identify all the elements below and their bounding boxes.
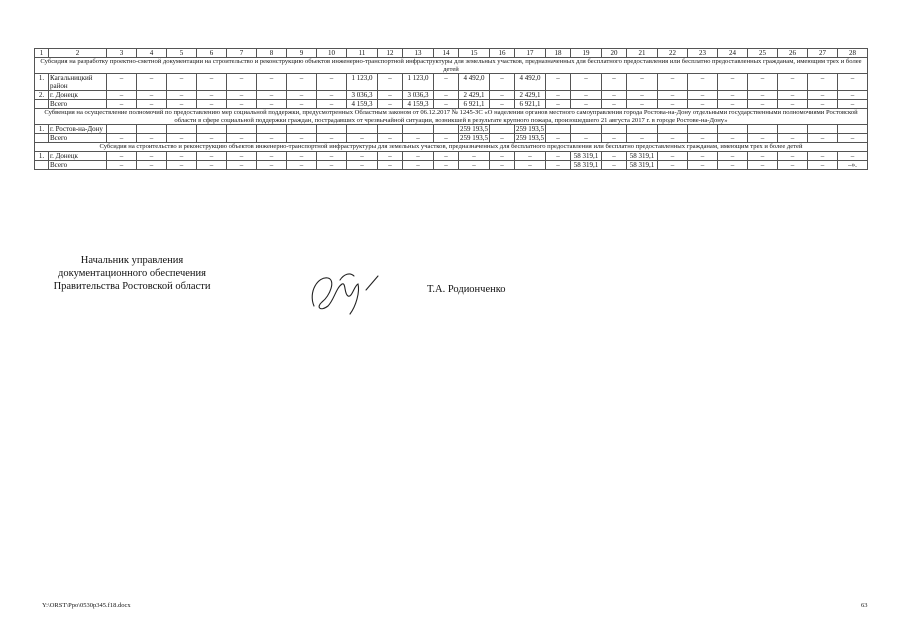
row-number (35, 134, 49, 143)
table-cell: – (167, 100, 197, 109)
table-cell: – (257, 91, 287, 100)
table-cell: – (658, 91, 688, 100)
table-cell: – (227, 100, 257, 109)
column-number: 28 (838, 49, 868, 58)
table-cell: 4 159,3 (403, 100, 434, 109)
column-number: 1 (35, 49, 49, 58)
column-number: 18 (546, 49, 571, 58)
table-cell (546, 125, 571, 134)
table-cell: – (434, 74, 459, 91)
section-title: Субвенция на осуществление полномочий по предоставлению мер социальной поддержки, предусмотренных Областным законом от 06.12.2017 № 1245-ЗС «О наделении органов местного самоуправления города Ростова-на-Дону отдельными государственными полномочиями Ростовской области в сфере социальной поддержки граждан, пострадавших от чрезвычайной ситуации, возникшей в результате крупного пожара, произошедшего 21 августа 2017 г. в городе Ростове-на-Дону» (35, 109, 868, 125)
table-cell: – (658, 151, 688, 160)
table-cell: – (257, 100, 287, 109)
table-cell: – (688, 74, 718, 91)
table-cell: – (347, 160, 378, 169)
column-number: 14 (434, 49, 459, 58)
section-title: Субсидия на строительство и реконструкцию объектов инженерно-транспортной инфраструктуры для земельных участков, предназначенных для бесплатного предоставления или бесплатно предоставленных гражданам, имеющим трех и более детей (35, 143, 868, 152)
column-number: 19 (571, 49, 602, 58)
column-number: 8 (257, 49, 287, 58)
table-cell: – (317, 160, 347, 169)
table-cell: 58 319,1 (627, 151, 658, 160)
table-cell: – (434, 134, 459, 143)
table-cell: – (490, 151, 515, 160)
table-cell (257, 125, 287, 134)
table-cell: – (546, 151, 571, 160)
table-cell: – (627, 134, 658, 143)
table-cell (167, 125, 197, 134)
table-cell: – (107, 91, 137, 100)
table-row (35, 134, 868, 143)
table-cell: – (434, 100, 459, 109)
table-cell: – (658, 160, 688, 169)
table-cell: – (602, 100, 627, 109)
table-cell: 3 036,3 (347, 91, 378, 100)
table-cell: – (197, 134, 227, 143)
table-cell: – (546, 100, 571, 109)
table-header-row (35, 49, 868, 58)
table-cell: – (137, 74, 167, 91)
table-cell: – (490, 91, 515, 100)
section-title-row (35, 58, 868, 74)
table-cell: – (808, 134, 838, 143)
table-cell: – (107, 160, 137, 169)
table-cell: – (317, 74, 347, 91)
row-number (35, 160, 49, 169)
table-cell: – (197, 91, 227, 100)
table-cell: – (107, 100, 137, 109)
table-cell: – (137, 134, 167, 143)
table-cell (748, 125, 778, 134)
table-cell: – (571, 74, 602, 91)
table-cell: – (137, 100, 167, 109)
position-line-3: Правительства Ростовской области (53, 281, 211, 292)
table-cell: – (347, 134, 378, 143)
row-number (35, 100, 49, 109)
table-cell (571, 125, 602, 134)
table-cell: – (602, 134, 627, 143)
table-cell: 259 193,5 (516, 125, 544, 134)
table-cell: – (571, 134, 602, 143)
table-cell: – (167, 151, 197, 160)
column-number: 9 (287, 49, 317, 58)
table-cell: – (748, 100, 778, 109)
table-cell (490, 125, 515, 134)
table-cell: – (748, 91, 778, 100)
table-cell (434, 125, 459, 134)
table-cell (287, 125, 317, 134)
table-cell: 2 429,1 (459, 91, 490, 100)
position-line-1: Начальник управления (80, 255, 184, 266)
table-cell: – (515, 151, 546, 160)
table-cell: 2 429,1 (515, 91, 546, 100)
column-number: 27 (808, 49, 838, 58)
handwritten-signature (300, 262, 390, 322)
table-cell: – (197, 160, 227, 169)
column-number: 2 (49, 49, 107, 58)
table-cell: –». (838, 160, 868, 169)
column-number: 6 (197, 49, 227, 58)
table-cell (227, 125, 257, 134)
table-cell: 58 319,1 (571, 151, 602, 160)
row-label: г. Донецк (49, 91, 107, 100)
table-cell: – (287, 91, 317, 100)
table-cell: – (808, 100, 838, 109)
table-cell: – (838, 74, 868, 91)
row-number: 1. (35, 151, 49, 160)
signer-name: Т.А. Родионченко (427, 284, 506, 295)
table-cell: – (627, 100, 658, 109)
table-cell: 1 123,0 (403, 74, 434, 91)
table-cell: – (197, 151, 227, 160)
table-cell: – (227, 134, 257, 143)
table-cell: – (627, 74, 658, 91)
table-cell (347, 125, 378, 134)
table-cell: – (317, 100, 347, 109)
table-cell: – (137, 160, 167, 169)
table-cell: – (287, 134, 317, 143)
table-cell: – (287, 74, 317, 91)
row-label: г. Донецк (49, 151, 107, 160)
table-cell: – (227, 74, 257, 91)
table-cell: – (197, 74, 227, 91)
table-cell: – (167, 160, 197, 169)
table-cell: – (378, 91, 403, 100)
table-cell: – (403, 151, 434, 160)
table-cell: – (718, 160, 748, 169)
table-cell (808, 125, 838, 134)
column-number: 23 (688, 49, 718, 58)
table-cell: – (167, 134, 197, 143)
table-cell (718, 125, 748, 134)
table-cell: – (838, 91, 868, 100)
table-cell: – (602, 151, 627, 160)
table-row (35, 125, 868, 134)
table-cell: – (287, 151, 317, 160)
budget-table (34, 48, 868, 170)
section-title-row (35, 143, 868, 152)
row-label: Всего (49, 100, 107, 109)
table-cell: – (490, 100, 515, 109)
table-cell: – (107, 74, 137, 91)
table-cell: – (546, 160, 571, 169)
table-cell: – (490, 160, 515, 169)
table-cell: – (778, 151, 808, 160)
row-number: 1. (35, 125, 49, 134)
column-number: 17 (515, 49, 546, 58)
table-cell: – (403, 134, 434, 143)
section-title-row (35, 109, 868, 125)
table-cell: – (107, 134, 137, 143)
table-cell: 259 193,5 (460, 125, 488, 134)
table-cell: – (748, 134, 778, 143)
row-label: Всего (49, 134, 107, 143)
column-number: 21 (627, 49, 658, 58)
table-cell: 259 193,5 (460, 134, 488, 143)
table-cell: – (602, 91, 627, 100)
signature-position (32, 254, 232, 293)
table-cell: – (627, 91, 658, 100)
table-cell: – (287, 160, 317, 169)
table-cell: – (378, 160, 403, 169)
table-cell: 58 319,1 (627, 160, 658, 169)
table-cell: – (434, 160, 459, 169)
column-number: 20 (602, 49, 627, 58)
table-cell: – (107, 151, 137, 160)
column-number: 24 (718, 49, 748, 58)
table-cell: – (778, 100, 808, 109)
table-cell: – (378, 134, 403, 143)
budget-table-container (34, 48, 867, 170)
table-cell: – (658, 134, 688, 143)
table-cell: 4 492,0 (459, 74, 490, 91)
table-cell: – (748, 74, 778, 91)
row-label: Всего (49, 160, 107, 169)
table-cell: – (838, 100, 868, 109)
position-line-2: документационного обеспечения (58, 268, 206, 279)
table-cell: – (257, 134, 287, 143)
column-number: 25 (748, 49, 778, 58)
table-cell: – (137, 91, 167, 100)
table-cell: – (287, 100, 317, 109)
table-cell: 6 921,1 (459, 100, 490, 109)
table-cell: 4 492,0 (515, 74, 546, 91)
table-cell: – (257, 74, 287, 91)
table-cell (688, 125, 718, 134)
table-cell: – (490, 74, 515, 91)
table-cell: – (778, 91, 808, 100)
table-cell: – (515, 160, 546, 169)
column-number: 16 (490, 49, 515, 58)
table-cell: – (434, 151, 459, 160)
table-cell: – (490, 134, 515, 143)
table-cell: – (257, 160, 287, 169)
table-cell: – (227, 151, 257, 160)
column-number: 5 (167, 49, 197, 58)
table-cell (378, 125, 403, 134)
row-label: Кагальницкий район (49, 74, 107, 91)
table-row (35, 160, 868, 169)
table-cell: – (167, 74, 197, 91)
table-cell: – (378, 74, 403, 91)
table-cell: – (808, 151, 838, 160)
table-cell: – (688, 134, 718, 143)
table-cell: – (718, 74, 748, 91)
table-cell: – (403, 160, 434, 169)
column-number: 7 (227, 49, 257, 58)
table-cell: – (688, 100, 718, 109)
table-cell: – (718, 91, 748, 100)
table-cell: – (658, 100, 688, 109)
column-number: 26 (778, 49, 808, 58)
section-title: Субсидия на разработку проектно-сметной документации на строительство и реконструкцию объектов инженерно-транспортной инфраструктуры для земельных участков, предназначенных для бесплатного предоставления или бесплатно предоставленных гражданам, имеющим трех и более детей (35, 58, 868, 74)
column-number: 22 (658, 49, 688, 58)
table-cell: – (571, 91, 602, 100)
table-cell: – (778, 160, 808, 169)
table-cell: – (347, 151, 378, 160)
table-cell: – (808, 91, 838, 100)
table-row (35, 74, 868, 91)
column-number: 3 (107, 49, 137, 58)
table-cell: – (434, 91, 459, 100)
table-cell (778, 125, 808, 134)
page-number: 63 (861, 602, 868, 609)
column-number: 10 (317, 49, 347, 58)
column-number: 11 (347, 49, 378, 58)
table-cell (107, 125, 137, 134)
table-cell: – (459, 151, 490, 160)
table-cell: – (838, 134, 868, 143)
table-cell: – (137, 151, 167, 160)
table-cell: – (546, 91, 571, 100)
table-row (35, 151, 868, 160)
table-cell: 1 123,0 (347, 74, 378, 91)
table-row (35, 91, 868, 100)
table-cell: – (227, 160, 257, 169)
table-cell: – (718, 134, 748, 143)
table-cell: – (571, 100, 602, 109)
table-cell: – (718, 100, 748, 109)
table-cell: – (688, 91, 718, 100)
row-label: г. Ростов-на-Дону (49, 125, 107, 134)
table-cell: 6 921,1 (515, 100, 546, 109)
table-cell (137, 125, 167, 134)
table-cell: – (778, 74, 808, 91)
table-cell (317, 125, 347, 134)
table-cell: – (459, 160, 490, 169)
table-cell: – (317, 134, 347, 143)
table-cell: – (167, 91, 197, 100)
table-cell (403, 125, 434, 134)
table-cell: – (748, 160, 778, 169)
table-cell (838, 125, 868, 134)
table-cell: – (546, 134, 571, 143)
table-row (35, 100, 868, 109)
table-cell: – (317, 151, 347, 160)
table-cell (602, 125, 627, 134)
table-cell (658, 125, 688, 134)
table-cell: 3 036,3 (403, 91, 434, 100)
table-cell: 58 319,1 (571, 160, 602, 169)
table-cell: – (808, 74, 838, 91)
table-cell: – (748, 151, 778, 160)
table-cell: – (778, 134, 808, 143)
table-cell: – (378, 151, 403, 160)
table-cell: 4 159,3 (347, 100, 378, 109)
column-number: 4 (137, 49, 167, 58)
table-cell: – (838, 151, 868, 160)
table-cell: – (602, 74, 627, 91)
table-cell: – (808, 160, 838, 169)
column-number: 15 (459, 49, 490, 58)
column-number: 12 (378, 49, 403, 58)
table-cell: – (602, 160, 627, 169)
table-cell: – (718, 151, 748, 160)
table-cell: 259 193,5 (516, 134, 544, 143)
column-number: 13 (403, 49, 434, 58)
table-cell: – (688, 151, 718, 160)
table-cell: – (197, 100, 227, 109)
row-number: 1. (35, 74, 49, 91)
table-cell (627, 125, 658, 134)
table-cell (197, 125, 227, 134)
table-cell: – (378, 100, 403, 109)
table-cell: – (227, 91, 257, 100)
table-cell: – (257, 151, 287, 160)
file-path: Y:\ORST\Ppo\0530p345.f18.docx (42, 602, 131, 609)
table-cell: – (317, 91, 347, 100)
table-cell: – (658, 74, 688, 91)
table-cell: – (546, 74, 571, 91)
row-number: 2. (35, 91, 49, 100)
table-cell: – (688, 160, 718, 169)
